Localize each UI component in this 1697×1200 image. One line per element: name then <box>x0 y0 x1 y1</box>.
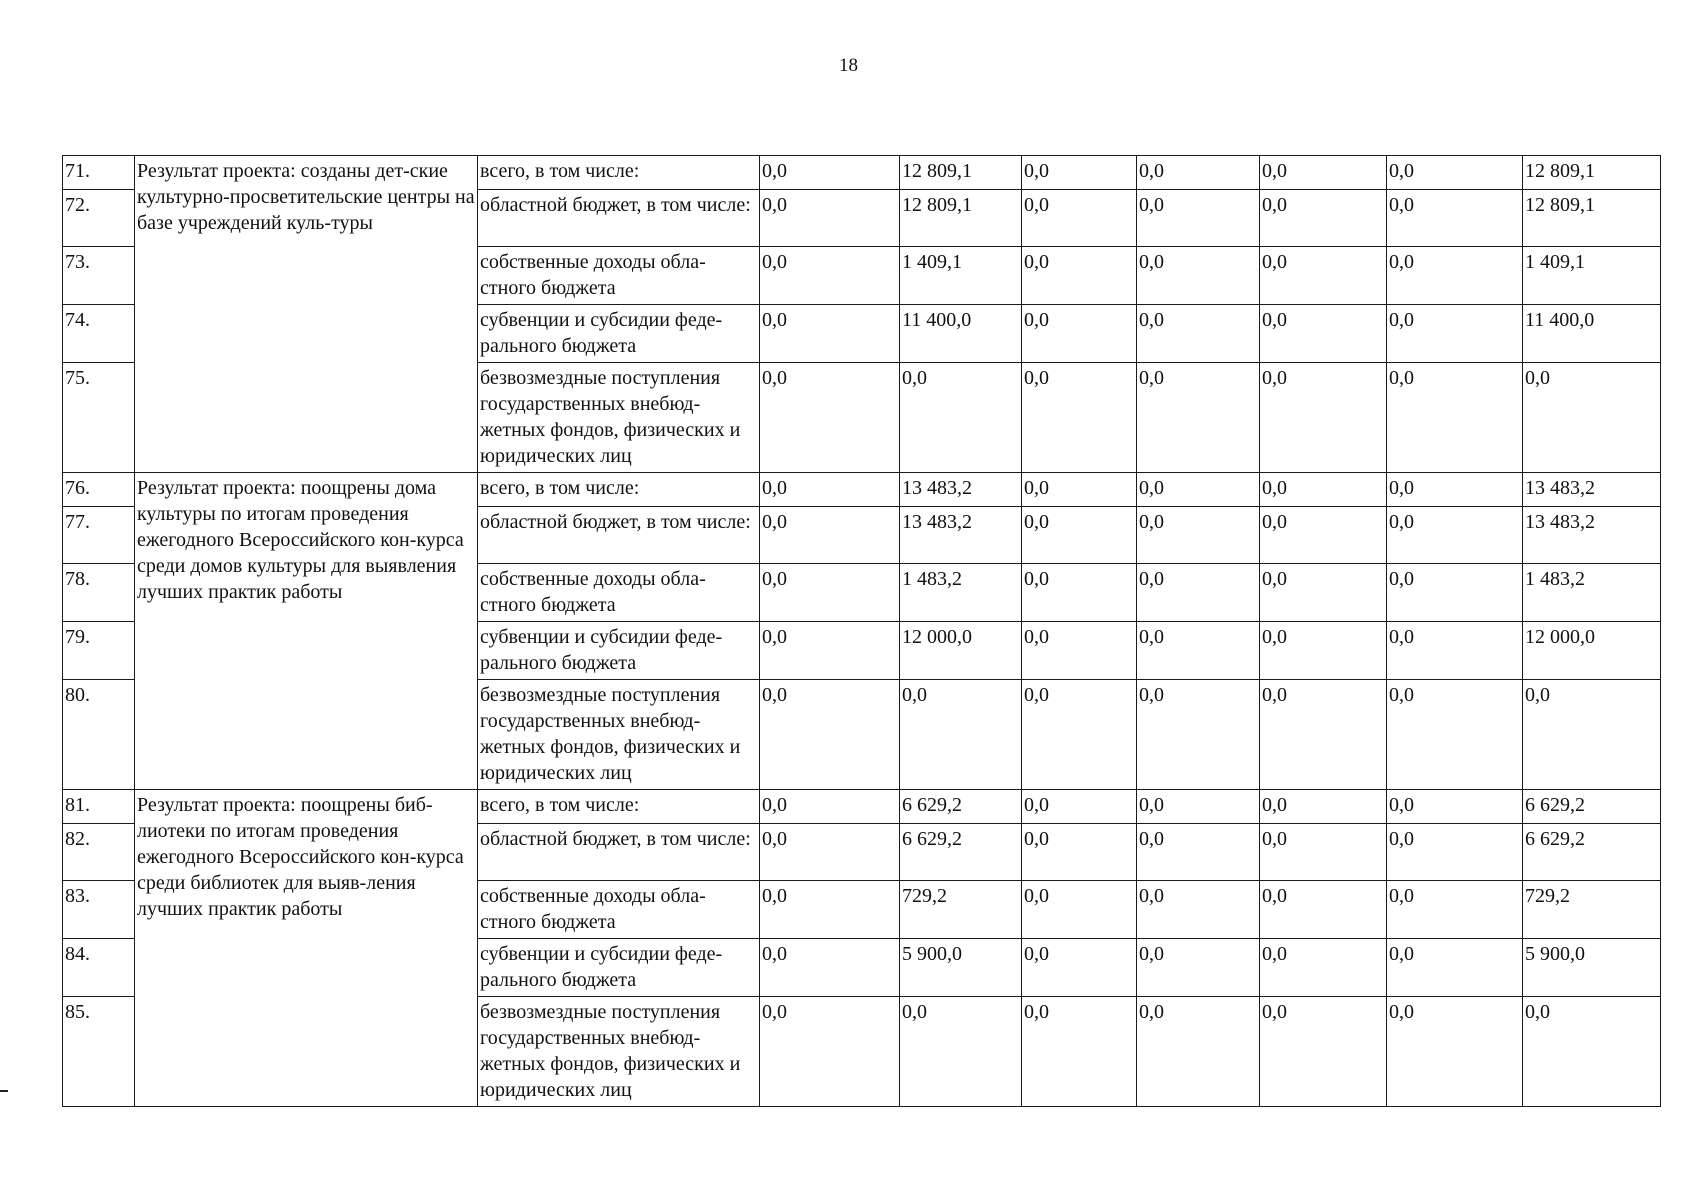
amount-cell: 0,0 <box>1260 190 1387 247</box>
amount-cell: 0,0 <box>1022 997 1137 1107</box>
amount-cell: 0,0 <box>1137 363 1260 473</box>
row-number: 79. <box>63 622 135 680</box>
amount-cell: 0,0 <box>1260 247 1387 305</box>
amount-cell: 0,0 <box>1260 363 1387 473</box>
funding-source-cell: безвозмездные поступления государственных внебюд-жетных фондов, физических и юридических лиц <box>478 363 760 473</box>
funding-source-cell: собственные доходы обла-стного бюджета <box>478 247 760 305</box>
amount-cell: 0,0 <box>1387 473 1523 507</box>
amount-cell: 0,0 <box>900 680 1022 790</box>
funding-source-cell: безвозмездные поступления государственных внебюд-жетных фондов, физических и юридических лиц <box>478 997 760 1107</box>
amount-cell: 0,0 <box>1387 824 1523 881</box>
amount-cell: 13 483,2 <box>1523 473 1661 507</box>
funding-source-cell: областной бюджет, в том числе: <box>478 824 760 881</box>
amount-cell: 0,0 <box>760 507 900 564</box>
amount-cell: 0,0 <box>760 824 900 881</box>
row-number: 73. <box>63 247 135 305</box>
amount-cell: 0,0 <box>1260 305 1387 363</box>
amount-cell: 0,0 <box>1022 363 1137 473</box>
amount-cell: 0,0 <box>1387 622 1523 680</box>
amount-cell: 0,0 <box>1137 564 1260 622</box>
project-result-cell: Результат проекта: созданы дет-ские культурно-просветительские центры на базе учреждений куль-туры <box>135 156 478 473</box>
amount-cell: 0,0 <box>1387 939 1523 997</box>
amount-cell: 0,0 <box>1260 622 1387 680</box>
amount-cell: 11 400,0 <box>1523 305 1661 363</box>
amount-cell: 0,0 <box>760 790 900 824</box>
amount-cell: 0,0 <box>1022 622 1137 680</box>
amount-cell: 1 409,1 <box>1523 247 1661 305</box>
project-result-cell: Результат проекта: поощрены биб-лиотеки по итогам проведения ежегодного Всероссийского кон-курса среди библиотек для выяв-ления лучших практик работы <box>135 790 478 1107</box>
amount-cell: 0,0 <box>1137 881 1260 939</box>
amount-cell: 0,0 <box>760 564 900 622</box>
amount-cell: 0,0 <box>1022 790 1137 824</box>
page-number: 18 <box>839 55 858 76</box>
amount-cell: 0,0 <box>760 473 900 507</box>
amount-cell: 0,0 <box>1387 363 1523 473</box>
amount-cell: 0,0 <box>760 680 900 790</box>
amount-cell: 1 409,1 <box>900 247 1022 305</box>
amount-cell: 0,0 <box>1022 507 1137 564</box>
amount-cell: 0,0 <box>1387 881 1523 939</box>
amount-cell: 729,2 <box>1523 881 1661 939</box>
row-number: 84. <box>63 939 135 997</box>
amount-cell: 6 629,2 <box>900 824 1022 881</box>
budget-table <box>62 155 1661 1107</box>
amount-cell: 5 900,0 <box>1523 939 1661 997</box>
row-number: 85. <box>63 997 135 1107</box>
amount-cell: 0,0 <box>1022 680 1137 790</box>
table-row <box>63 156 1661 190</box>
amount-cell: 13 483,2 <box>1523 507 1661 564</box>
amount-cell: 0,0 <box>1387 997 1523 1107</box>
amount-cell: 13 483,2 <box>900 473 1022 507</box>
amount-cell: 0,0 <box>1137 680 1260 790</box>
amount-cell: 729,2 <box>900 881 1022 939</box>
amount-cell: 0,0 <box>1260 824 1387 881</box>
amount-cell: 0,0 <box>1137 190 1260 247</box>
amount-cell: 0,0 <box>760 190 900 247</box>
amount-cell: 0,0 <box>760 881 900 939</box>
amount-cell: 0,0 <box>1260 473 1387 507</box>
amount-cell: 0,0 <box>1022 824 1137 881</box>
amount-cell: 0,0 <box>1387 507 1523 564</box>
amount-cell: 5 900,0 <box>900 939 1022 997</box>
row-number: 81. <box>63 790 135 824</box>
amount-cell: 0,0 <box>1523 363 1661 473</box>
amount-cell: 0,0 <box>900 997 1022 1107</box>
funding-source-cell: безвозмездные поступления государственных внебюд-жетных фондов, физических и юридических лиц <box>478 680 760 790</box>
table-row <box>63 473 1661 507</box>
amount-cell: 6 629,2 <box>900 790 1022 824</box>
amount-cell: 12 809,1 <box>1523 156 1661 190</box>
amount-cell: 0,0 <box>1260 939 1387 997</box>
amount-cell: 0,0 <box>1260 507 1387 564</box>
amount-cell: 0,0 <box>1137 939 1260 997</box>
amount-cell: 0,0 <box>1022 564 1137 622</box>
amount-cell: 0,0 <box>1260 680 1387 790</box>
amount-cell: 0,0 <box>1137 997 1260 1107</box>
amount-cell: 0,0 <box>1022 156 1137 190</box>
funding-source-cell: собственные доходы обла-стного бюджета <box>478 881 760 939</box>
amount-cell: 0,0 <box>1387 564 1523 622</box>
row-number: 75. <box>63 363 135 473</box>
amount-cell: 0,0 <box>760 997 900 1107</box>
amount-cell: 0,0 <box>1387 680 1523 790</box>
amount-cell: 0,0 <box>1260 790 1387 824</box>
amount-cell: 6 629,2 <box>1523 824 1661 881</box>
funding-source-cell: всего, в том числе: <box>478 473 760 507</box>
amount-cell: 0,0 <box>1387 790 1523 824</box>
row-number: 77. <box>63 507 135 564</box>
project-result-cell: Результат проекта: поощрены дома культуры по итогам проведения ежегодного Всероссийского кон-курса среди домов культуры для выявления лучших практик работы <box>135 473 478 790</box>
amount-cell: 0,0 <box>760 156 900 190</box>
row-number: 74. <box>63 305 135 363</box>
table-row <box>63 790 1661 824</box>
amount-cell: 0,0 <box>1022 473 1137 507</box>
funding-source-cell: областной бюджет, в том числе: <box>478 190 760 247</box>
funding-source-cell: всего, в том числе: <box>478 790 760 824</box>
amount-cell: 0,0 <box>1523 680 1661 790</box>
amount-cell: 0,0 <box>1137 790 1260 824</box>
amount-cell: 0,0 <box>1387 247 1523 305</box>
amount-cell: 12 809,1 <box>900 156 1022 190</box>
scan-margin-mark <box>0 1090 8 1092</box>
amount-cell: 0,0 <box>1022 190 1137 247</box>
row-number: 72. <box>63 190 135 247</box>
amount-cell: 1 483,2 <box>1523 564 1661 622</box>
row-number: 78. <box>63 564 135 622</box>
amount-cell: 0,0 <box>1260 564 1387 622</box>
amount-cell: 0,0 <box>1387 156 1523 190</box>
funding-source-cell: субвенции и субсидии феде-рального бюджета <box>478 939 760 997</box>
row-number: 82. <box>63 824 135 881</box>
amount-cell: 0,0 <box>1137 473 1260 507</box>
row-number: 83. <box>63 881 135 939</box>
amount-cell: 12 000,0 <box>1523 622 1661 680</box>
row-number: 71. <box>63 156 135 190</box>
amount-cell: 1 483,2 <box>900 564 1022 622</box>
amount-cell: 0,0 <box>1137 507 1260 564</box>
funding-source-cell: областной бюджет, в том числе: <box>478 507 760 564</box>
amount-cell: 0,0 <box>1260 156 1387 190</box>
row-number: 76. <box>63 473 135 507</box>
amount-cell: 0,0 <box>1260 881 1387 939</box>
amount-cell: 0,0 <box>1523 997 1661 1107</box>
amount-cell: 0,0 <box>1137 247 1260 305</box>
amount-cell: 0,0 <box>1022 881 1137 939</box>
amount-cell: 12 000,0 <box>900 622 1022 680</box>
funding-source-cell: субвенции и субсидии феде-рального бюджета <box>478 622 760 680</box>
amount-cell: 12 809,1 <box>1523 190 1661 247</box>
funding-source-cell: собственные доходы обла-стного бюджета <box>478 564 760 622</box>
row-number: 80. <box>63 680 135 790</box>
amount-cell: 0,0 <box>1260 997 1387 1107</box>
amount-cell: 0,0 <box>1387 305 1523 363</box>
amount-cell: 0,0 <box>1387 190 1523 247</box>
amount-cell: 0,0 <box>1137 305 1260 363</box>
funding-source-cell: субвенции и субсидии феде-рального бюджета <box>478 305 760 363</box>
amount-cell: 0,0 <box>900 363 1022 473</box>
amount-cell: 0,0 <box>760 247 900 305</box>
amount-cell: 0,0 <box>1137 824 1260 881</box>
amount-cell: 0,0 <box>760 363 900 473</box>
funding-source-cell: всего, в том числе: <box>478 156 760 190</box>
amount-cell: 0,0 <box>1022 305 1137 363</box>
amount-cell: 12 809,1 <box>900 190 1022 247</box>
amount-cell: 0,0 <box>1022 939 1137 997</box>
amount-cell: 0,0 <box>760 305 900 363</box>
amount-cell: 13 483,2 <box>900 507 1022 564</box>
amount-cell: 0,0 <box>1022 247 1137 305</box>
amount-cell: 0,0 <box>1137 622 1260 680</box>
amount-cell: 11 400,0 <box>900 305 1022 363</box>
amount-cell: 0,0 <box>760 939 900 997</box>
amount-cell: 0,0 <box>1137 156 1260 190</box>
amount-cell: 0,0 <box>760 622 900 680</box>
amount-cell: 6 629,2 <box>1523 790 1661 824</box>
